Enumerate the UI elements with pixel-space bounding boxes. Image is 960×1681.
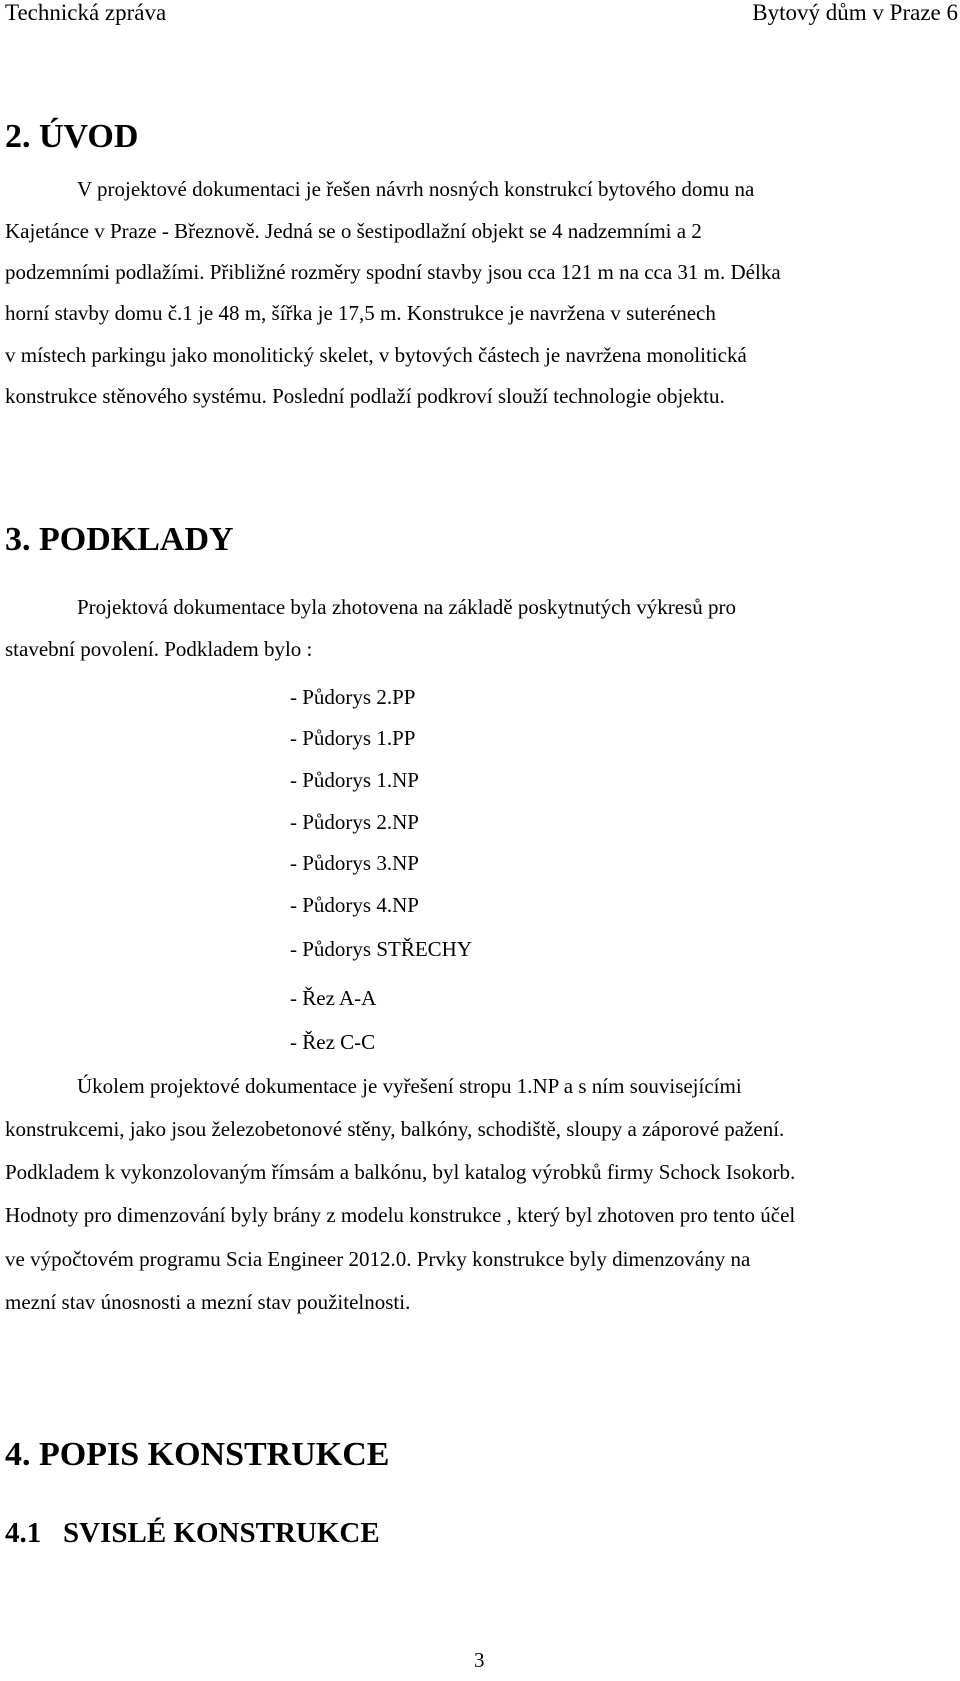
podklady-body-line: Podkladem k vykonzolovaným římsám a balkónu, byl katalog výrobků firmy Schock Isokorb. xyxy=(5,1160,796,1184)
section-heading-popis: 4. POPIS KONSTRUKCE xyxy=(5,1436,390,1473)
podklady-intro-line: Projektová dokumentace byla zhotovena na základě poskytnutých výkresů pro xyxy=(77,595,736,619)
intro-line: podzemními podlažími. Přibližné rozměry spodní stavby jsou cca 121 m na cca 31 m. Délka xyxy=(5,260,781,284)
section-heading-podklady: 3. PODKLADY xyxy=(5,521,234,558)
intro-line: v místech parkingu jako monolitický skelet, v bytových částech je navržena monolitická xyxy=(5,343,747,367)
header-left: Technická zpráva xyxy=(5,0,167,25)
section-heading-intro: 2. ÚVOD xyxy=(5,118,139,155)
list-item: - Řez A-A xyxy=(290,986,377,1010)
subsection-heading-svisle: 4.1 SVISLÉ KONSTRUKCE xyxy=(5,1517,380,1549)
podklady-intro-line: stavební povolení. Podkladem bylo : xyxy=(5,637,313,661)
podklady-body-line: mezní stav únosnosti a mezní stav použitelnosti. xyxy=(5,1290,411,1314)
page-number: 3 xyxy=(474,1648,485,1672)
list-item: - Půdorys STŘECHY xyxy=(290,937,473,961)
podklady-body-line: konstrukcemi, jako jsou železobetonové stěny, balkóny, schodiště, sloupy a záporové pažení. xyxy=(5,1117,785,1141)
list-item: - Řez C-C xyxy=(290,1030,376,1054)
list-item: - Půdorys 1.PP xyxy=(290,726,416,750)
podklady-body-line: Úkolem projektové dokumentace je vyřešení stropu 1.NP a s ním souvisejícími xyxy=(77,1074,742,1098)
intro-line: horní stavby domu č.1 je 48 m, šířka je 17,5 m. Konstrukce je navržena v suterénech xyxy=(5,301,716,325)
list-item: - Půdorys 4.NP xyxy=(290,893,419,917)
intro-line: konstrukce stěnového systému. Poslední podlaží podkroví slouží technologie objektu. xyxy=(5,384,725,408)
list-item: - Půdorys 2.NP xyxy=(290,810,419,834)
header-right: Bytový dům v Praze 6 xyxy=(752,0,958,25)
podklady-body-line: Hodnoty pro dimenzování byly brány z modelu konstrukce , který byl zhotoven pro tento účel xyxy=(5,1203,796,1227)
list-item: - Půdorys 3.NP xyxy=(290,851,419,875)
podklady-body-line: ve výpočtovém programu Scia Engineer 2012.0. Prvky konstrukce byly dimenzovány na xyxy=(5,1247,751,1271)
intro-line: Kajetánce v Praze - Březnově. Jedná se o šestipodlažní objekt se 4 nadzemními a 2 xyxy=(5,219,702,243)
list-item: - Půdorys 2.PP xyxy=(290,685,416,709)
intro-line: V projektové dokumentaci je řešen návrh nosných konstrukcí bytového domu na xyxy=(77,177,755,201)
list-item: - Půdorys 1.NP xyxy=(290,768,419,792)
